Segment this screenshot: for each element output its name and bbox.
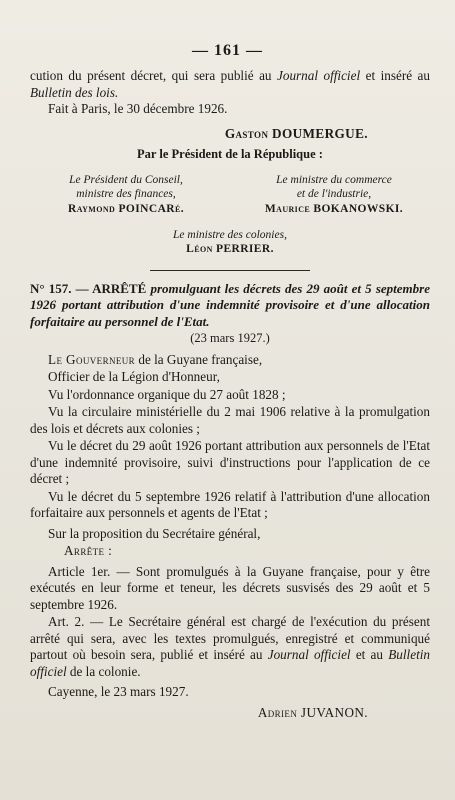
article-2-text-a: Art. 2. — Le Secrétaire général est chargé de l'exécution du présent arrêté qui sera, avec les textes promulgués, enregistré et communiqué partout où besoin sera, publié et inséré au <box>30 614 430 662</box>
president-signature: Gaston DOUMERGUE. <box>224 125 368 141</box>
page-number: — 161 — <box>192 42 263 59</box>
left-title-2: ministre des finances, <box>76 187 176 200</box>
arrete-date: (23 mars 1927.) <box>190 331 270 345</box>
colonies-name: Léon PERRIER. <box>186 242 274 255</box>
colonies-signature <box>30 228 430 256</box>
sur-proposition: Sur la proposition du Secrétaire général, <box>48 525 261 541</box>
right-title: Le ministre du commerce <box>276 173 392 186</box>
arrete-body <box>30 352 430 722</box>
document-body <box>30 68 430 722</box>
left-title: Le Président du Conseil, <box>69 173 183 186</box>
right-title-2: et de l'industrie, <box>296 187 372 200</box>
article-2-text-c: de la colonie. <box>66 663 141 679</box>
vu-decret-29-aout: Vu le décret du 29 août 1926 portant attribution aux personnels de l'Etat d'une indemnité provisoire, suivi d'instructions pour l'application de ce décret ; <box>30 438 430 486</box>
colonies-title: Le ministre des colonies, <box>173 228 287 241</box>
officier-line: Officier de la Légion d'Honneur, <box>48 369 220 384</box>
vu-decret-5-septembre: Vu le décret du 5 septembre 1926 relatif à l'attribution d'une allocation forfaitaire aux personnels et agents de l'Etat ; <box>30 488 430 520</box>
bulletin-lois-ref: Bulletin des lois. <box>30 84 119 100</box>
art2-journal-ref: Journal officiel <box>267 647 351 662</box>
vu-circulaire: Vu la circulaire ministérielle du 2 mai 1906 relative à la promulgation des lois et décrets aux colonies ; <box>30 404 430 436</box>
place-date: Cayenne, le 23 mars 1927. <box>48 684 189 699</box>
signer-name: Adrien JUVANON. <box>257 704 368 720</box>
journal-officiel-ref: Journal officiel <box>277 68 361 83</box>
article-2-text-b: et au <box>350 647 389 662</box>
gouverneur-label: Le Gouverneur <box>48 351 136 367</box>
fait-a-paris: Fait à Paris, le 30 décembre 1926. <box>48 101 228 116</box>
article-1: Article 1er. — Sont promulgués à la Guyane française, pour y être exécutés en leur forme et teneur, les décrets susvisés des 29 août et 5 septembre 1926. <box>30 563 430 612</box>
by-president-line: Par le Président de la République : <box>137 147 323 161</box>
gouverneur-rest: de la Guyane française, <box>135 351 263 367</box>
left-name: Raymond POINCARé. <box>67 202 184 215</box>
section-divider <box>150 270 310 271</box>
article-2 <box>30 614 430 680</box>
gouverneur-line <box>30 352 430 369</box>
arrete-heading <box>30 281 430 331</box>
minister-right <box>238 173 430 216</box>
arrete-word: Arrête : <box>64 543 113 558</box>
arrete-title: promulguant les décrets des 29 août et 5 septembre 1926 portant attribution d'une indemnité provisoire et d'une allocation forfaitaire au personnel de l'Etat. <box>30 280 430 329</box>
art2-bulletin-ref: Bulletin officiel <box>30 647 430 679</box>
arrete-number: N° 157. — ARRÊTÉ <box>30 280 147 296</box>
intro-line2: et inséré au <box>365 68 431 83</box>
intro-paragraph <box>30 68 430 101</box>
vu-ordonnance: Vu l'ordonnance organique du 27 août 1828 ; <box>48 386 286 402</box>
ministers-signatures <box>30 173 430 216</box>
right-name: Maurice BOKANOWSKI. <box>264 202 404 215</box>
minister-left <box>30 173 222 216</box>
intro-line1: cution du présent décret, qui sera publié au <box>30 68 277 83</box>
